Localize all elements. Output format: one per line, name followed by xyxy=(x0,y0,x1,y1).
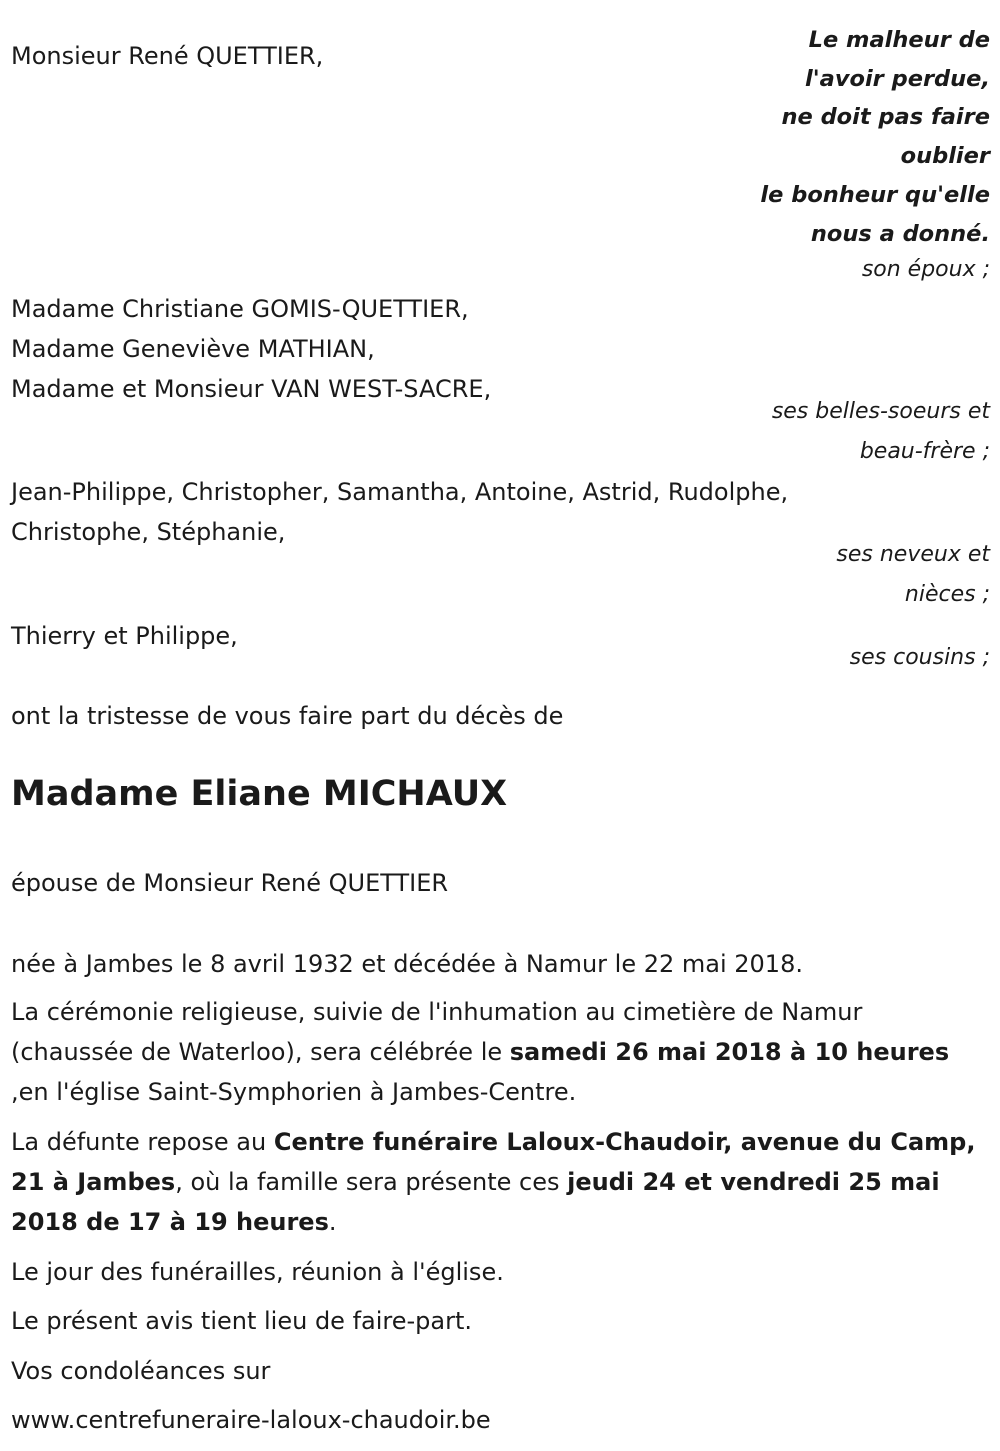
nephews-names: Christophe, Stéphanie, xyxy=(11,518,286,546)
in-laws-relation: beau-frère ; xyxy=(859,439,990,464)
funeral-center-address: Centre funéraire Laloux-Chaudoir, avenue du Camp, 21 à Jambes xyxy=(11,1128,976,1196)
husband-relation: son époux ; xyxy=(861,257,990,282)
ceremony-date: samedi 26 mai 2018 à 10 heures xyxy=(509,1038,950,1066)
condolences-text: Vos condoléances sur xyxy=(11,1357,271,1385)
website-link[interactable]: www.centrefuneraire-laloux-chaudoir.be xyxy=(11,1406,491,1434)
nephews-names: Jean-Philippe, Christopher, Samantha, Antoine, Astrid, Rudolphe, xyxy=(11,478,789,506)
visitation-text: , où la famille sera présente ces xyxy=(175,1168,568,1196)
ceremony-paragraph xyxy=(11,992,986,1112)
visitation-text: La défunte repose au xyxy=(11,1128,274,1156)
in-law-name: Madame Geneviève MATHIAN, xyxy=(11,335,375,363)
husband-name: Monsieur René QUETTIER, xyxy=(11,42,324,70)
announcement-text: ont la tristesse de vous faire part du décès de xyxy=(11,702,564,730)
quote-line: nous a donné. xyxy=(810,220,990,247)
epitaph-quote xyxy=(760,21,990,253)
funeral-day-note: Le jour des funérailles, réunion à l'église. xyxy=(11,1258,504,1286)
ceremony-location: ,en l'église Saint-Symphorien à Jambes-Centre. xyxy=(11,1078,577,1106)
in-law-name: Madame Christiane GOMIS-QUETTIER, xyxy=(11,295,469,323)
notice-text: Le présent avis tient lieu de faire-part. xyxy=(11,1307,473,1335)
quote-line: Le malheur de xyxy=(808,27,990,53)
quote-line: oublier xyxy=(900,143,990,170)
birth-death-line: née à Jambes le 8 avril 1932 et décédée à Namur le 22 mai 2018. xyxy=(11,950,803,978)
spouse-line: épouse de Monsieur René QUETTIER xyxy=(11,869,449,897)
ceremony-text: La cérémonie religieuse, suivie de l'inhumation au cimetière de Namur (chaussée de Waterloo), sera célébrée le xyxy=(11,998,863,1066)
deceased-name: Madame Eliane MICHAUX xyxy=(11,774,508,814)
cousins-relation: ses cousins ; xyxy=(849,645,990,670)
quote-line: ne doit pas faire xyxy=(781,104,990,131)
in-law-name: Madame et Monsieur VAN WEST-SACRE, xyxy=(11,375,492,403)
visitation-text: . xyxy=(328,1208,337,1236)
cousins-names: Thierry et Philippe, xyxy=(11,622,238,650)
visitation-hours: jeudi 24 et vendredi 25 mai 2018 de 17 à 19 heures xyxy=(11,1168,940,1236)
quote-line: l'avoir perdue, xyxy=(805,65,990,92)
nephews-relation: nièces ; xyxy=(904,582,990,607)
in-laws-relation: ses belles-soeurs et xyxy=(771,399,990,424)
nephews-relation: ses neveux et xyxy=(836,542,990,567)
visitation-paragraph xyxy=(11,1122,986,1242)
quote-line: le bonheur qu'elle xyxy=(760,181,990,208)
